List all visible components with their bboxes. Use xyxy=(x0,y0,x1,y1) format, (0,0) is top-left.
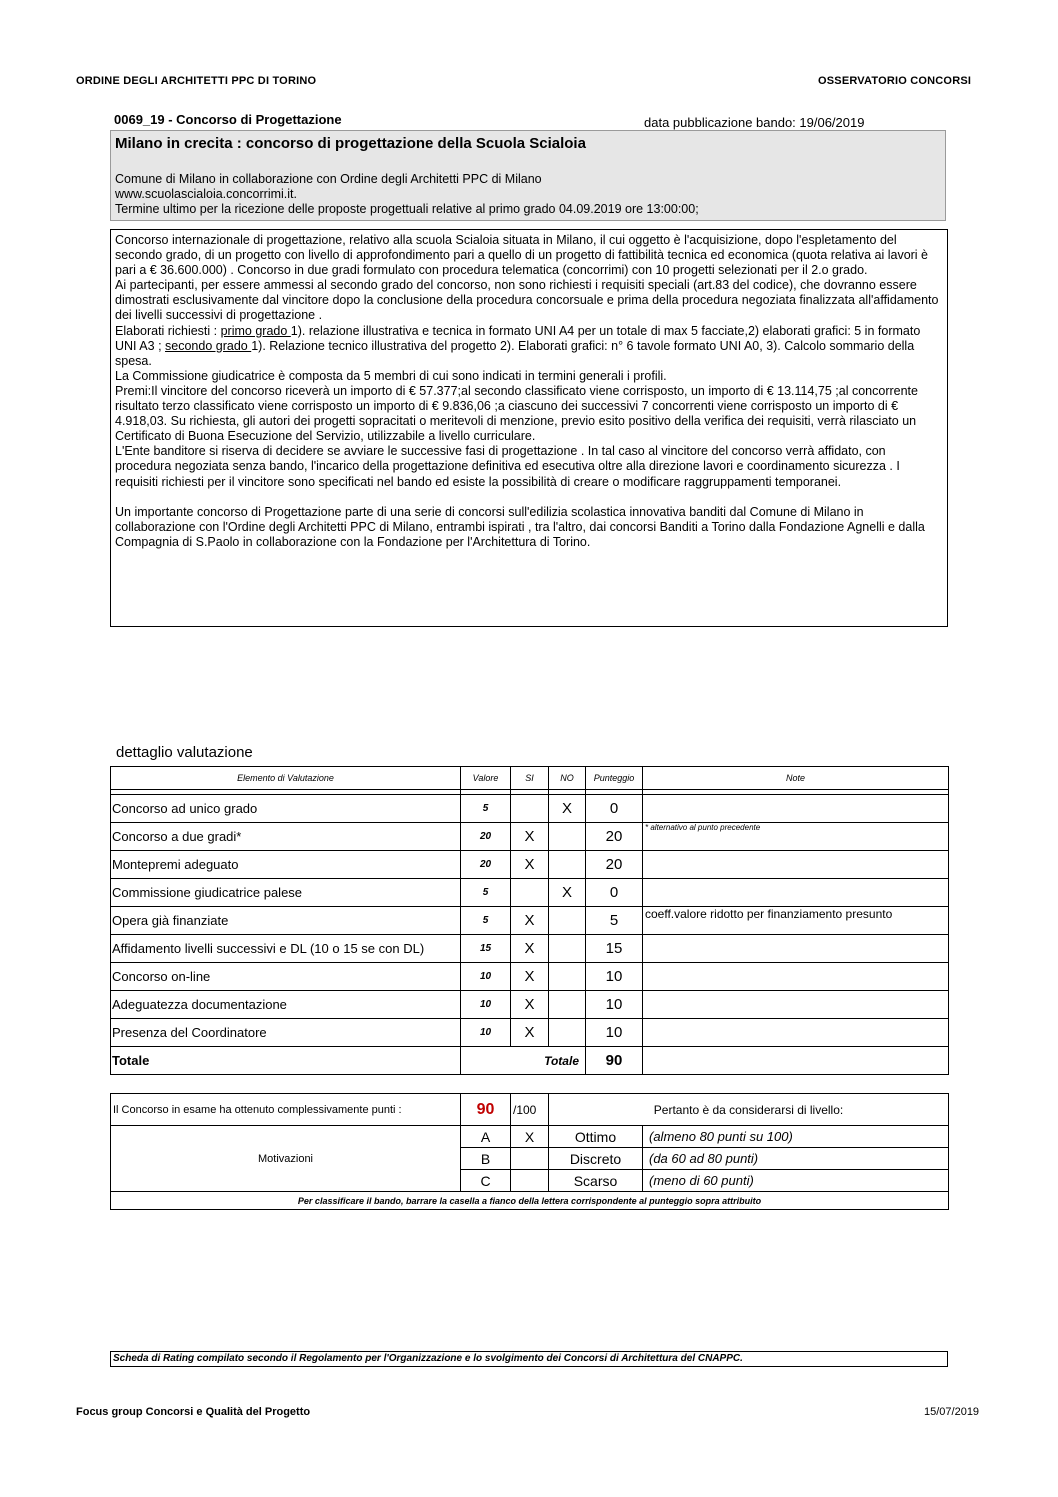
col-header: Elemento di Valutazione xyxy=(111,767,461,790)
col-header: Punteggio xyxy=(586,767,643,790)
result-footnote: Per classificare il bando, barrare la casella a fianco della lettera corrispondente al punteggio sopra attribuito xyxy=(111,1192,949,1210)
no-mark xyxy=(549,963,586,991)
criterion-value: 5 xyxy=(461,907,511,935)
description-box xyxy=(110,229,948,627)
yes-mark xyxy=(511,879,549,907)
no-mark xyxy=(549,823,586,851)
desc-paragraph: Premi:Il vincitore del concorso riceverà un importo di € 57.377;al secondo classificato viene corrisposto, un importo di € 13.114,75 ;al concorrente risultato terzo classificato viene corrisposto un importo di € 9.836,06 ;a ciascuno dei successivi 7 concorrenti viene corrisposto un importo di € 4.918,03. Su richiesta, gli autori dei progetti sopracitati o meritevoli di menzione, previo esito positivo della verifica dei requisiti, verrà rilasciato un Certificato di Buona Esecuzione del Servizio, utilizzabile a livello curriculare. xyxy=(115,383,918,444)
total-row xyxy=(111,1047,949,1075)
criterion-points: 0 xyxy=(586,795,643,823)
criterion-points: 10 xyxy=(586,991,643,1019)
level-name: Discreto xyxy=(549,1148,643,1170)
table-row xyxy=(111,907,949,935)
desc-paragraph-deliverables xyxy=(115,324,943,369)
result-max: /100 xyxy=(511,1094,549,1126)
level-letter: C xyxy=(461,1170,511,1192)
col-header: NO xyxy=(549,767,586,790)
level-name: Ottimo xyxy=(549,1126,643,1148)
yes-mark: X xyxy=(511,963,549,991)
no-mark xyxy=(549,907,586,935)
footer-group: Focus group Concorsi e Qualità del Progetto xyxy=(76,1406,311,1418)
table-header-row xyxy=(111,767,949,790)
level-range: (da 60 ad 80 punti) xyxy=(643,1148,949,1170)
desc-paragraph: Concorso internazionale di progettazione, relativo alla scuola Scialoia situata in Milano, il cui oggetto è l'acquisizione, dopo l'espletamento del secondo grado, di un progetto con livello di approfondimento pari a quello di un progetto di fattibilità tecnica ed economica (quota relativa ai lavori è pari a € 36.600.000) . Concorso in due gradi formulato con procedura telematica (concorrimi) con 10 progetti selezionati per il 2.o grado. xyxy=(115,233,929,278)
table-row xyxy=(111,823,949,851)
criterion-label: Montepremi adeguato xyxy=(111,851,461,879)
criterion-value: 5 xyxy=(461,795,511,823)
criterion-label: Adeguatezza documentazione xyxy=(111,991,461,1019)
evaluation-table xyxy=(110,766,949,1075)
level-letter: B xyxy=(461,1148,511,1170)
criterion-note xyxy=(643,935,949,963)
header-org: ORDINE DEGLI ARCHITETTI PPC DI TORINO xyxy=(76,75,317,87)
result-label: Il Concorso in esame ha ottenuto complessivamente punti : xyxy=(111,1094,461,1126)
criterion-note: * alternativo al punto precedente xyxy=(643,823,949,851)
desc-paragraph: Ai partecipanti, per essere ammessi al secondo grado del concorso, non sono richiesti i requisiti speciali (art.83 del codice), che dovranno essere dimostrati esclusivamente dal vincitore dopo la conclusione della procedura concorsuale e prima della procedura negoziata finalizzata all'affidamento dei livelli successivi di progettazione . xyxy=(115,278,939,323)
criterion-label: Concorso ad unico grado xyxy=(111,795,461,823)
result-row xyxy=(111,1094,949,1126)
criterion-label: Presenza del Coordinatore xyxy=(111,1019,461,1047)
criterion-label: Concorso a due gradi* xyxy=(111,823,461,851)
criterion-note: coeff.valore ridotto per finanziamento presunto xyxy=(643,907,949,935)
detail-title: dettaglio valutazione xyxy=(116,744,253,761)
no-mark xyxy=(549,1019,586,1047)
result-table xyxy=(110,1093,949,1210)
criterion-points: 5 xyxy=(586,907,643,935)
criterion-value: 10 xyxy=(461,991,511,1019)
competition-code: 0069_19 - Concorso di Progettazione xyxy=(114,112,342,127)
col-header: Note xyxy=(643,767,949,790)
criterion-points: 10 xyxy=(586,1019,643,1047)
no-mark: X xyxy=(549,795,586,823)
criterion-points: 20 xyxy=(586,823,643,851)
criterion-points: 10 xyxy=(586,963,643,991)
level-letter: A xyxy=(461,1126,511,1148)
deadline-line: Termine ultimo per la ricezione delle proposte progettuali relative al primo grado 04.09.2019 ore 13:00:00; xyxy=(115,202,699,216)
total-label: Totale xyxy=(111,1047,461,1075)
level-row xyxy=(111,1126,949,1148)
criterion-value: 10 xyxy=(461,1019,511,1047)
motivations-label: Motivazioni xyxy=(111,1126,461,1192)
criterion-note xyxy=(643,1019,949,1047)
criterion-note xyxy=(643,879,949,907)
competition-title: Milano in crecita : concorso di progettazione della Scuola Scialoia xyxy=(115,135,586,152)
yes-mark: X xyxy=(511,991,549,1019)
criterion-value: 15 xyxy=(461,935,511,963)
criterion-note xyxy=(643,963,949,991)
yes-mark: X xyxy=(511,851,549,879)
yes-mark: X xyxy=(511,823,549,851)
no-mark xyxy=(549,851,586,879)
total-points: 90 xyxy=(586,1047,643,1075)
second-stage-text: 1). Relazione tecnico illustrativa del progetto 2). Elaborati grafici: n° 6 tavole formato UNI A0, 3). Calcolo sommario della spesa. xyxy=(115,338,915,368)
yes-mark: X xyxy=(511,907,549,935)
yes-mark: X xyxy=(511,1019,549,1047)
table-row xyxy=(111,1019,949,1047)
table-row xyxy=(111,963,949,991)
no-mark xyxy=(549,991,586,1019)
first-stage-text: 1). relazione illustrativa e tecnica in formato UNI A4 per un totale di max 5 facciate,2) elaborati grafici: 5 in formato UNI A3 ; xyxy=(115,323,921,353)
table-row xyxy=(111,879,949,907)
criterion-note xyxy=(643,795,949,823)
competition-title-box xyxy=(110,130,946,221)
level-mark: X xyxy=(511,1126,549,1148)
level-range: (meno di 60 punti) xyxy=(643,1170,949,1192)
level-mark xyxy=(511,1170,549,1192)
criterion-points: 0 xyxy=(586,879,643,907)
footer-date: 15/07/2019 xyxy=(924,1406,980,1418)
desc-paragraph: La Commissione giudicatrice è composta da 5 membri di cui sono indicati in termini generali i profili. xyxy=(115,368,667,383)
result-score: 90 xyxy=(461,1094,511,1126)
website-line: www.scuolascialoia.concorrimi.it. xyxy=(115,187,298,201)
no-mark: X xyxy=(549,879,586,907)
result-conclusion: Pertanto è da considerarsi di livello: xyxy=(549,1094,949,1126)
criterion-value: 5 xyxy=(461,879,511,907)
table-row xyxy=(111,851,949,879)
yes-mark: X xyxy=(511,935,549,963)
criterion-label: Concorso on-line xyxy=(111,963,461,991)
yes-mark xyxy=(511,795,549,823)
criterion-note xyxy=(643,991,949,1019)
table-row xyxy=(111,991,949,1019)
second-stage-label: secondo grado xyxy=(165,338,252,353)
no-mark xyxy=(549,935,586,963)
desc-paragraph: L'Ente banditore si riserva di decidere se avviare le successive fasi di progettazione . In tal caso al vincitore del concorso verrà affidato, con procedura negoziata senza bando, l'incarico della progettazione definitiva ed esecutiva oltre alla direzione lavori e coordinamento sicurezza . I requisiti richiesti per il vincitore sono specificati nel bando ed esiste la possibilità di creare o modificare raggruppamenti temporanei. xyxy=(115,444,900,489)
organizer-line: Comune di Milano in collaborazione con Ordine degli Architetti PPC di Milano xyxy=(115,172,542,186)
level-range: (almeno 80 punti su 100) xyxy=(643,1126,949,1148)
table-row xyxy=(111,795,949,823)
level-mark xyxy=(511,1148,549,1170)
publication-date: data pubblicazione bando: 19/06/2019 xyxy=(644,115,865,130)
first-stage-label: primo grado xyxy=(220,323,291,338)
level-name: Scarso xyxy=(549,1170,643,1192)
rating-note: Scheda di Rating compilato secondo il Regolamento per l'Organizzazione e lo svolgimento dei Concorsi di Architettura del CNAPPC. xyxy=(110,1351,948,1367)
col-header: Valore xyxy=(461,767,511,790)
criterion-points: 15 xyxy=(586,935,643,963)
criterion-label: Commissione giudicatrice palese xyxy=(111,879,461,907)
total-label-inner: Totale xyxy=(461,1047,586,1075)
total-note xyxy=(643,1047,949,1075)
criterion-note xyxy=(643,851,949,879)
header-observatory: OSSERVATORIO CONCORSI xyxy=(818,75,972,87)
criterion-value: 20 xyxy=(461,823,511,851)
criterion-label: Opera già finanziate xyxy=(111,907,461,935)
criterion-points: 20 xyxy=(586,851,643,879)
desc-paragraph: Un importante concorso di Progettazione parte di una serie di concorsi sull'edilizia scolastica innovativa banditi dal Comune di Milano in collaborazione con l'Ordine degli Architetti PPC di Milano, entrambi ispirati , tra l'altro, dai concorsi Banditi a Torino dalla Fondazione Agnelli e dalla Compagnia di S.Paolo in collaborazione con la Fondazione per l'Architettura di Torino. xyxy=(115,504,925,549)
table-row xyxy=(111,935,949,963)
result-footnote-row xyxy=(111,1192,949,1210)
criterion-label: Affidamento livelli successivi e DL (10 o 15 se con DL) xyxy=(111,935,461,963)
criterion-value: 10 xyxy=(461,963,511,991)
criterion-value: 20 xyxy=(461,851,511,879)
col-header: SI xyxy=(511,767,549,790)
deliverables-intro: Elaborati richiesti : xyxy=(115,323,221,338)
